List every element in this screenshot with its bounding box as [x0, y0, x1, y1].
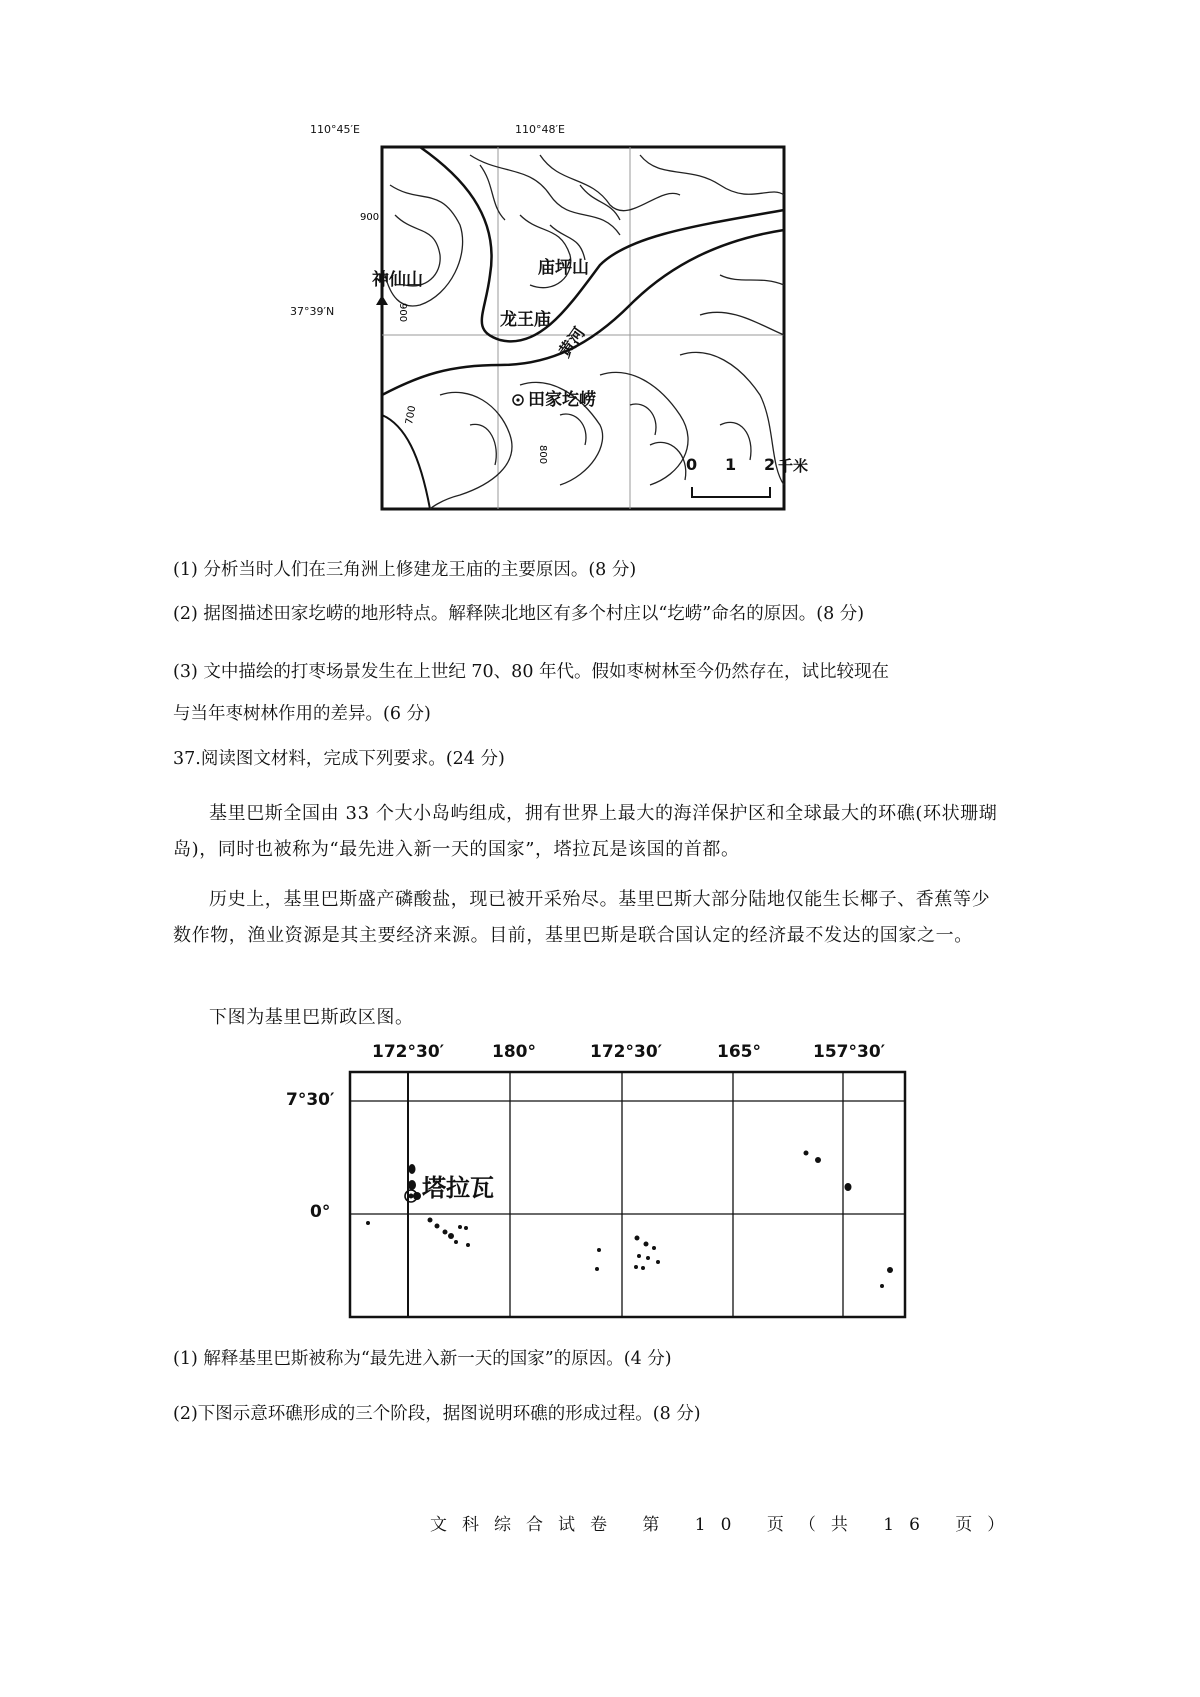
river-label: 黄河 — [554, 323, 589, 361]
q37-paragraph-1: 基里巴斯全国由 33 个大小岛屿组成，拥有世界上最大的海洋保护区和全球最大的环礁(环状珊瑚岛)，同时也被称为“最先进入新一天的国家”，塔拉瓦是该国的首都。 — [173, 803, 998, 860]
lat-label: 7°30′ — [286, 1090, 335, 1110]
scale-unit: 千米 — [778, 457, 809, 475]
capital-label: 塔拉瓦 — [422, 1174, 494, 1202]
question-36-3-cont: 与当年枣树林作用的差异。(6 分) — [173, 704, 431, 724]
place-label: 龙王庙 — [500, 310, 551, 330]
question-36-1: (1) 分析当时人们在三角洲上修建龙王庙的主要原因。(8 分) — [173, 560, 637, 580]
page-footer: 文科综合试卷 第 10 页（共 16 页） — [430, 1515, 1020, 1535]
kiribati-map-svg — [270, 1042, 910, 1332]
lon-label: 165° — [717, 1042, 761, 1062]
lon-label: 157°30′ — [813, 1042, 886, 1062]
scale-tick: 1 — [725, 455, 737, 474]
lon-label: 180° — [492, 1042, 536, 1062]
contour-label: 900 — [397, 303, 408, 323]
question-36-2: (2) 据图描述田家圪崂的地形特点。解释陕北地区有多个村庄以“圪崂”命名的原因。(8 分) — [173, 604, 865, 624]
question-37-1: (1) 解释基里巴斯被称为“最先进入新一天的国家”的原因。(4 分) — [173, 1349, 672, 1369]
place-label: 神仙山 — [372, 270, 423, 290]
kiribati-map — [270, 1042, 910, 1332]
lat-label: 37°39′N — [290, 305, 335, 318]
topo-map — [290, 123, 860, 545]
question-37-header: 37.阅读图文材料，完成下列要求。(24 分) — [173, 749, 505, 769]
place-label: 田家圪崂 — [528, 390, 596, 410]
lon-label: 172°30′ — [372, 1042, 445, 1062]
lon-label: 110°48′E — [515, 123, 565, 136]
scale-tick: 2 — [764, 455, 776, 474]
q37-paragraph-3: 下图为基里巴斯政区图。 — [209, 1007, 414, 1028]
question-36-3: (3) 文中描绘的打枣场景发生在上世纪 70、80 年代。假如枣树林至今仍然存在，试比较现在 — [173, 662, 890, 682]
contour-label: 900 — [360, 212, 380, 223]
q37-paragraph-2: 历史上，基里巴斯盛产磷酸盐，现已被开采殆尽。基里巴斯大部分陆地仅能生长椰子、香蕉等少数作物，渔业资源是其主要经济来源。目前，基里巴斯是联合国认定的经济最不发达的国家之一。 — [173, 889, 991, 946]
lon-label: 110°45′E — [310, 123, 360, 136]
scale-tick: 0 — [686, 455, 698, 474]
question-37-2: (2)下图示意环礁形成的三个阶段，据图说明环礁的形成过程。(8 分) — [173, 1404, 701, 1424]
contour-label: 800 — [537, 445, 548, 465]
lat-label: 0° — [310, 1202, 331, 1222]
place-label: 庙坪山 — [538, 258, 589, 278]
lon-label: 172°30′ — [590, 1042, 663, 1062]
map-frame — [382, 147, 784, 509]
contour-label: 700 — [404, 404, 419, 426]
